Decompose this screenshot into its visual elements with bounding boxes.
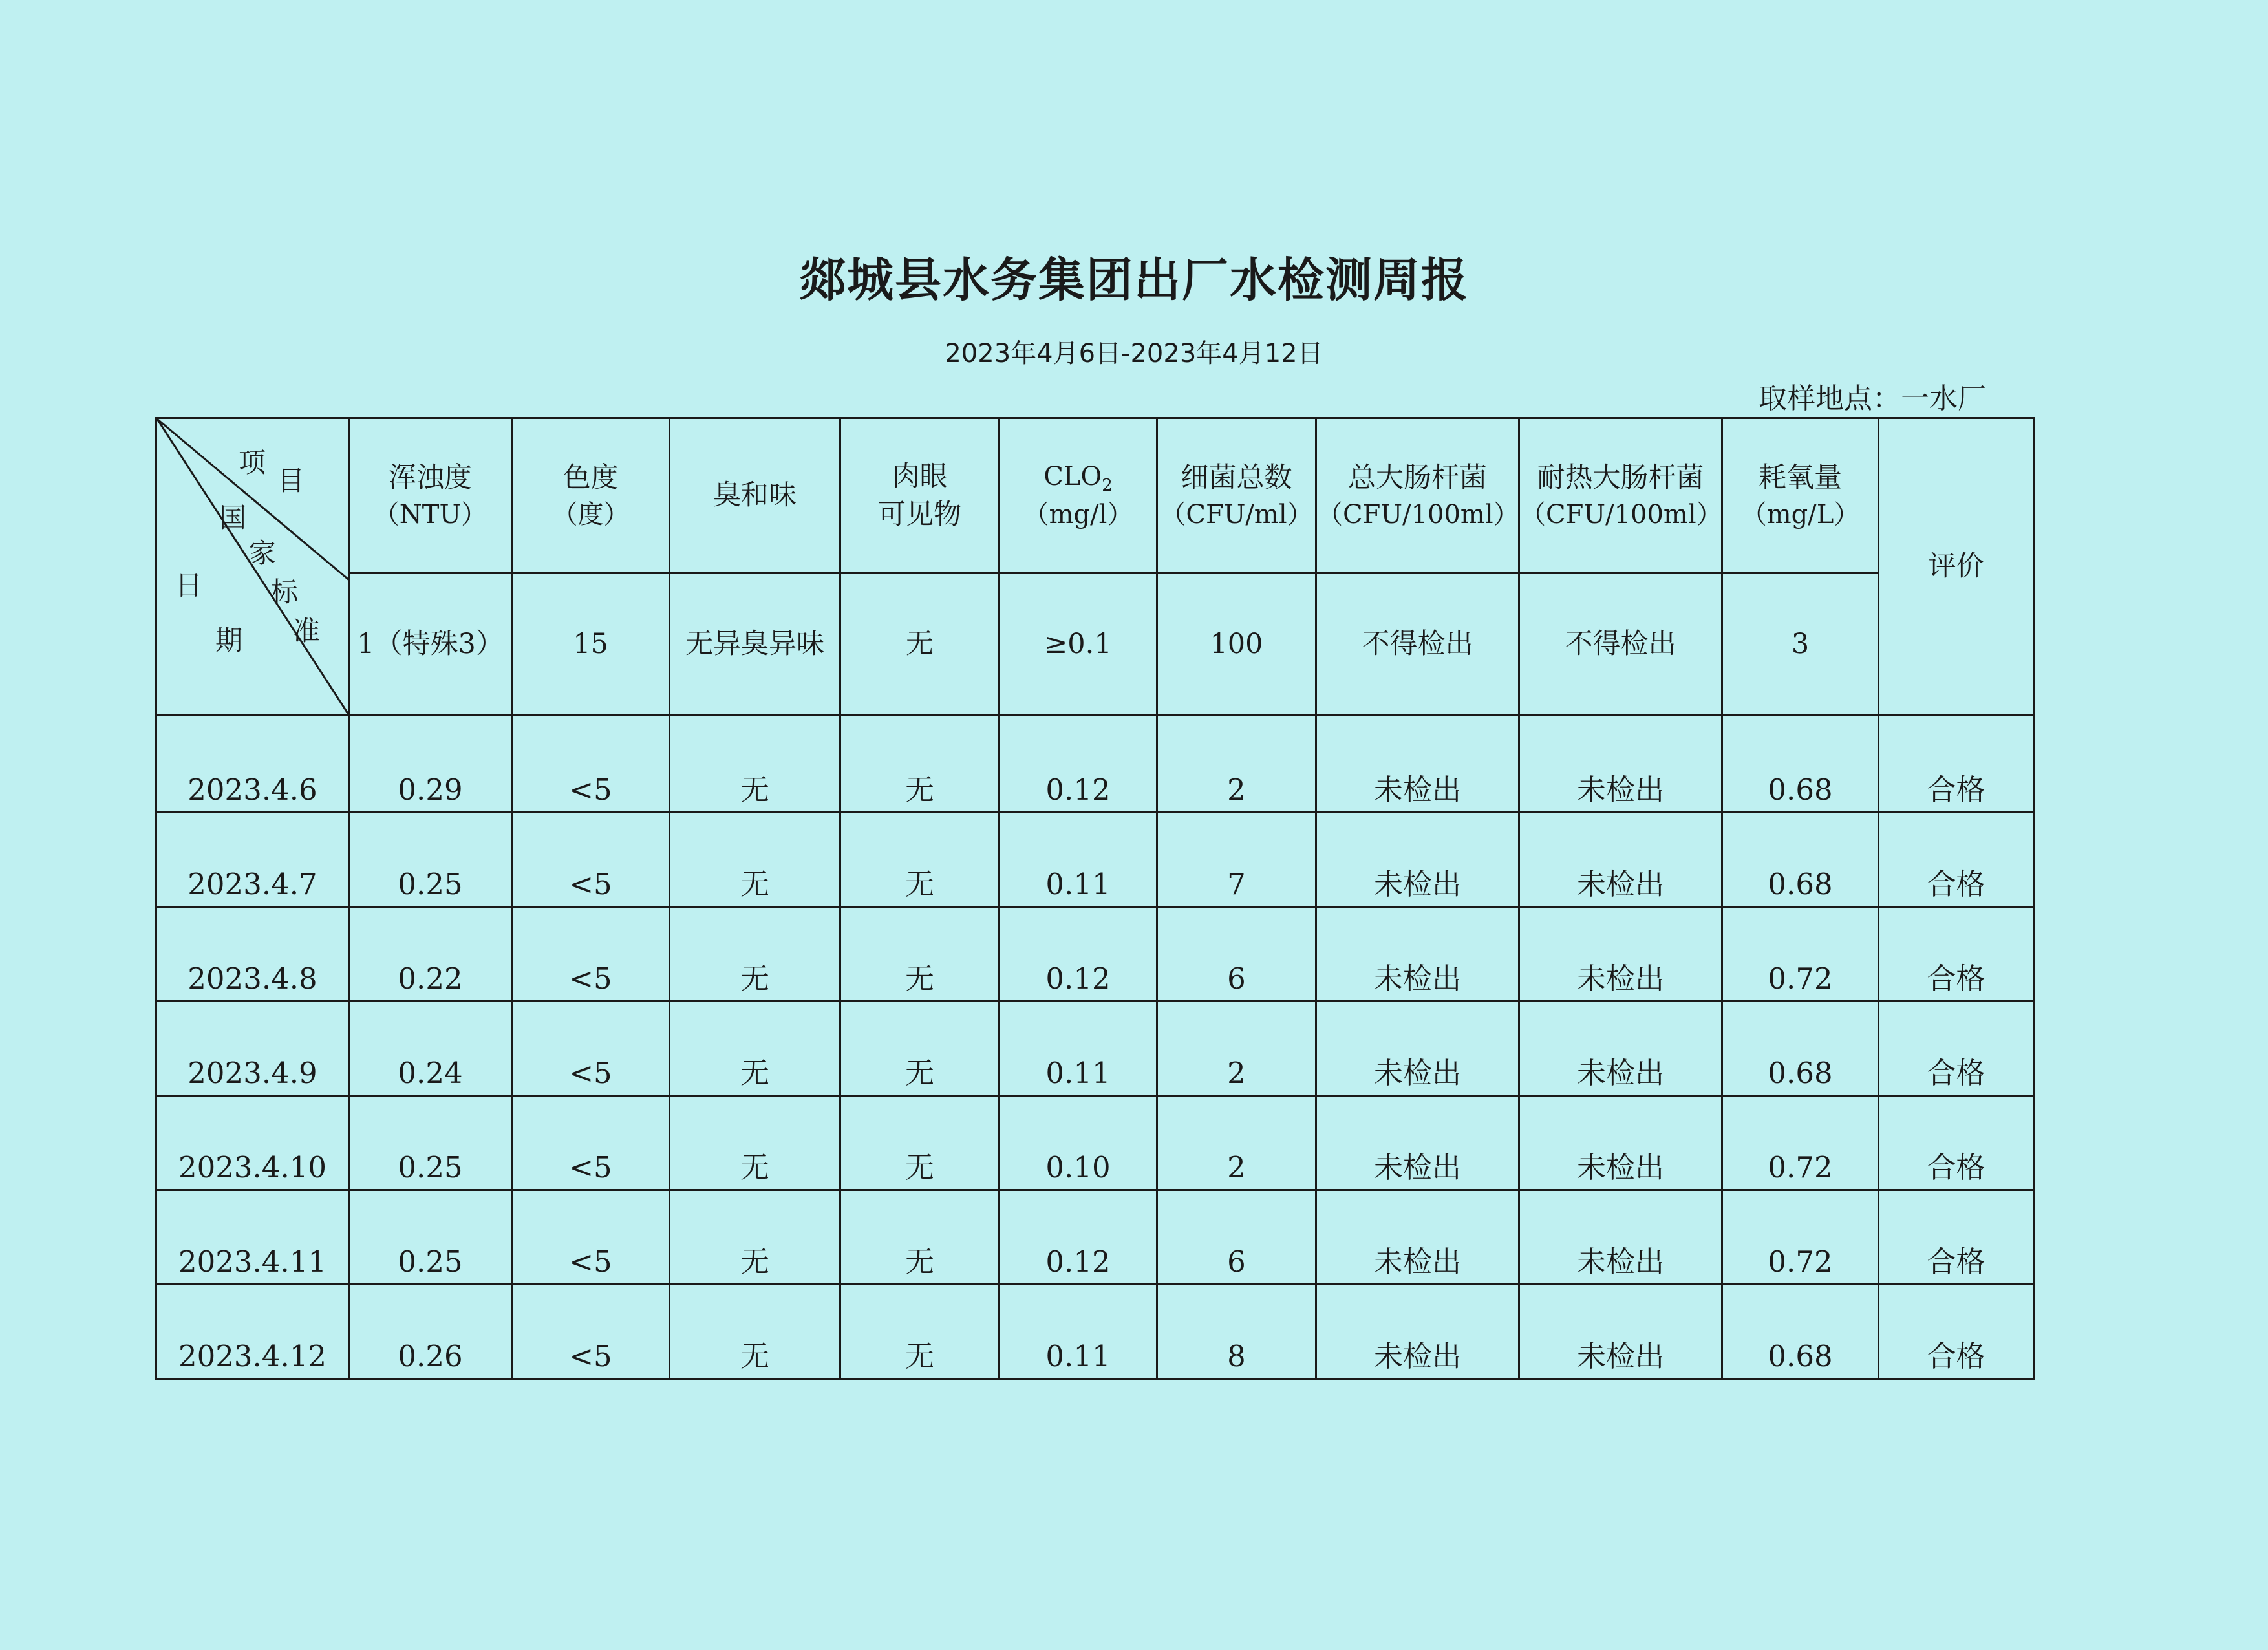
table-row	[156, 1190, 2034, 1285]
row-result: 合格	[1879, 1190, 2034, 1285]
row-value: 无	[840, 1190, 1000, 1285]
row-value: 0.12	[1000, 1190, 1157, 1285]
col-header-evaluation: 评价	[1879, 418, 2034, 716]
col-header-coliform: 总大肠杆菌 （CFU/100ml）	[1316, 418, 1519, 573]
col-header-thermo-coliform: 耐热大肠杆菌 （CFU/100ml）	[1519, 418, 1722, 573]
sampling-location: 取样地点：一水厂	[1759, 382, 1986, 415]
row-result: 合格	[1879, 716, 2034, 813]
row-value: 未检出	[1519, 716, 1722, 813]
row-value: 未检出	[1519, 1096, 1722, 1190]
standard-value: 无异臭异味	[670, 573, 840, 716]
row-value: 0.68	[1722, 1285, 1879, 1379]
row-value: <5	[512, 716, 670, 813]
col-header-clo2: $CLO_2$ （mg/l）	[1000, 418, 1157, 573]
row-date: 2023.4.12	[156, 1285, 349, 1379]
row-value: 无	[670, 716, 840, 813]
row-value: 0.22	[349, 907, 512, 1002]
row-value: 7	[1157, 813, 1316, 907]
row-value: 0.12	[1000, 907, 1157, 1002]
row-value: 0.25	[349, 1096, 512, 1190]
row-value: 未检出	[1316, 1096, 1519, 1190]
row-value: 0.11	[1000, 1002, 1157, 1096]
row-value: 未检出	[1316, 1190, 1519, 1285]
diag-item-char: 目	[277, 465, 305, 497]
row-value: 未检出	[1316, 1002, 1519, 1096]
row-value: 未检出	[1316, 813, 1519, 907]
row-date: 2023.4.8	[156, 907, 349, 1002]
diagonal-header-cell	[156, 418, 349, 716]
row-value: 0.29	[349, 716, 512, 813]
row-value: 0.72	[1722, 1190, 1879, 1285]
diag-date-char: 期	[215, 625, 243, 656]
row-value: 8	[1157, 1285, 1316, 1379]
table-row	[156, 813, 2034, 907]
row-value: <5	[512, 813, 670, 907]
row-value: 无	[840, 1285, 1000, 1379]
col-header-bacteria: 细菌总数 （CFU/ml）	[1157, 418, 1316, 573]
row-value: 无	[670, 1096, 840, 1190]
diag-standard-char: 标	[271, 576, 299, 608]
row-value: 0.25	[349, 1190, 512, 1285]
row-value: 无	[840, 813, 1000, 907]
row-value: 未检出	[1316, 907, 1519, 1002]
row-date: 2023.4.6	[156, 716, 349, 813]
table-row	[156, 907, 2034, 1002]
diag-standard-char: 家	[249, 537, 277, 569]
row-result: 合格	[1879, 1002, 2034, 1096]
row-value: 0.10	[1000, 1096, 1157, 1190]
date-range: 2023年4月6日-2023年4月12日	[945, 339, 1323, 369]
row-value: 未检出	[1316, 1285, 1519, 1379]
col-header-odor: 臭和味	[670, 418, 840, 573]
row-value: <5	[512, 1190, 670, 1285]
row-value: <5	[512, 907, 670, 1002]
row-value: 0.68	[1722, 813, 1879, 907]
row-date: 2023.4.10	[156, 1096, 349, 1190]
row-value: 0.11	[1000, 813, 1157, 907]
col-header-turbidity: 浑浊度 （NTU）	[349, 418, 512, 573]
row-value: 未检出	[1519, 1190, 1722, 1285]
standard-value: 15	[512, 573, 670, 716]
row-value: 无	[840, 907, 1000, 1002]
data-rows	[156, 716, 2034, 1379]
row-value: 未检出	[1519, 907, 1722, 1002]
table-row	[156, 716, 2034, 813]
col-header-visible-matter: 肉眼 可见物	[840, 418, 1000, 573]
row-value: <5	[512, 1285, 670, 1379]
row-date: 2023.4.7	[156, 813, 349, 907]
row-value: 0.24	[349, 1002, 512, 1096]
row-value: 0.72	[1722, 907, 1879, 1002]
row-value: 无	[840, 1096, 1000, 1190]
row-value: <5	[512, 1096, 670, 1190]
water-quality-table	[155, 417, 2035, 1380]
row-value: 0.12	[1000, 716, 1157, 813]
row-value: 无	[840, 1002, 1000, 1096]
standard-value: 不得检出	[1316, 573, 1519, 716]
row-value: 无	[670, 1190, 840, 1285]
row-value: 0.72	[1722, 1096, 1879, 1190]
row-date: 2023.4.9	[156, 1002, 349, 1096]
row-value: 0.25	[349, 813, 512, 907]
table-row	[156, 1002, 2034, 1096]
standard-value: 100	[1157, 573, 1316, 716]
diag-item-char: 项	[239, 447, 266, 478]
row-value: 未检出	[1519, 813, 1722, 907]
row-value: <5	[512, 1002, 670, 1096]
row-value: 2	[1157, 1002, 1316, 1096]
col-header-oxygen-consumption: 耗氧量 （mg/L）	[1722, 418, 1879, 573]
table-row	[156, 1285, 2034, 1379]
col-header-color: 色度 （度）	[512, 418, 670, 573]
page-title: 郯城县水务集团出厂水检测周报	[798, 253, 1469, 307]
row-value: 2	[1157, 716, 1316, 813]
diag-standard-char: 国	[219, 502, 247, 533]
row-value: 无	[840, 716, 1000, 813]
diag-date-char: 日	[175, 570, 203, 601]
row-value: 无	[670, 1002, 840, 1096]
row-result: 合格	[1879, 907, 2034, 1002]
standard-value: ≥0.1	[1000, 573, 1157, 716]
diag-standard-char: 准	[293, 615, 321, 647]
standards-row	[156, 573, 2034, 716]
row-value: 0.68	[1722, 716, 1879, 813]
row-result: 合格	[1879, 1096, 2034, 1190]
row-value: 2	[1157, 1096, 1316, 1190]
table-row	[156, 1096, 2034, 1190]
standard-value: 3	[1722, 573, 1879, 716]
row-value: 无	[670, 813, 840, 907]
row-value: 未检出	[1316, 716, 1519, 813]
standard-value: 1（特殊3）	[349, 573, 512, 716]
row-value: 0.26	[349, 1285, 512, 1379]
row-value: 无	[670, 907, 840, 1002]
standard-value: 无	[840, 573, 1000, 716]
standard-value: 不得检出	[1519, 573, 1722, 716]
row-value: 未检出	[1519, 1285, 1722, 1379]
row-result: 合格	[1879, 1285, 2034, 1379]
row-date: 2023.4.11	[156, 1190, 349, 1285]
row-value: 6	[1157, 907, 1316, 1002]
row-value: 0.11	[1000, 1285, 1157, 1379]
row-value: 无	[670, 1285, 840, 1379]
row-value: 6	[1157, 1190, 1316, 1285]
row-result: 合格	[1879, 813, 2034, 907]
row-value: 未检出	[1519, 1002, 1722, 1096]
row-value: 0.68	[1722, 1002, 1879, 1096]
